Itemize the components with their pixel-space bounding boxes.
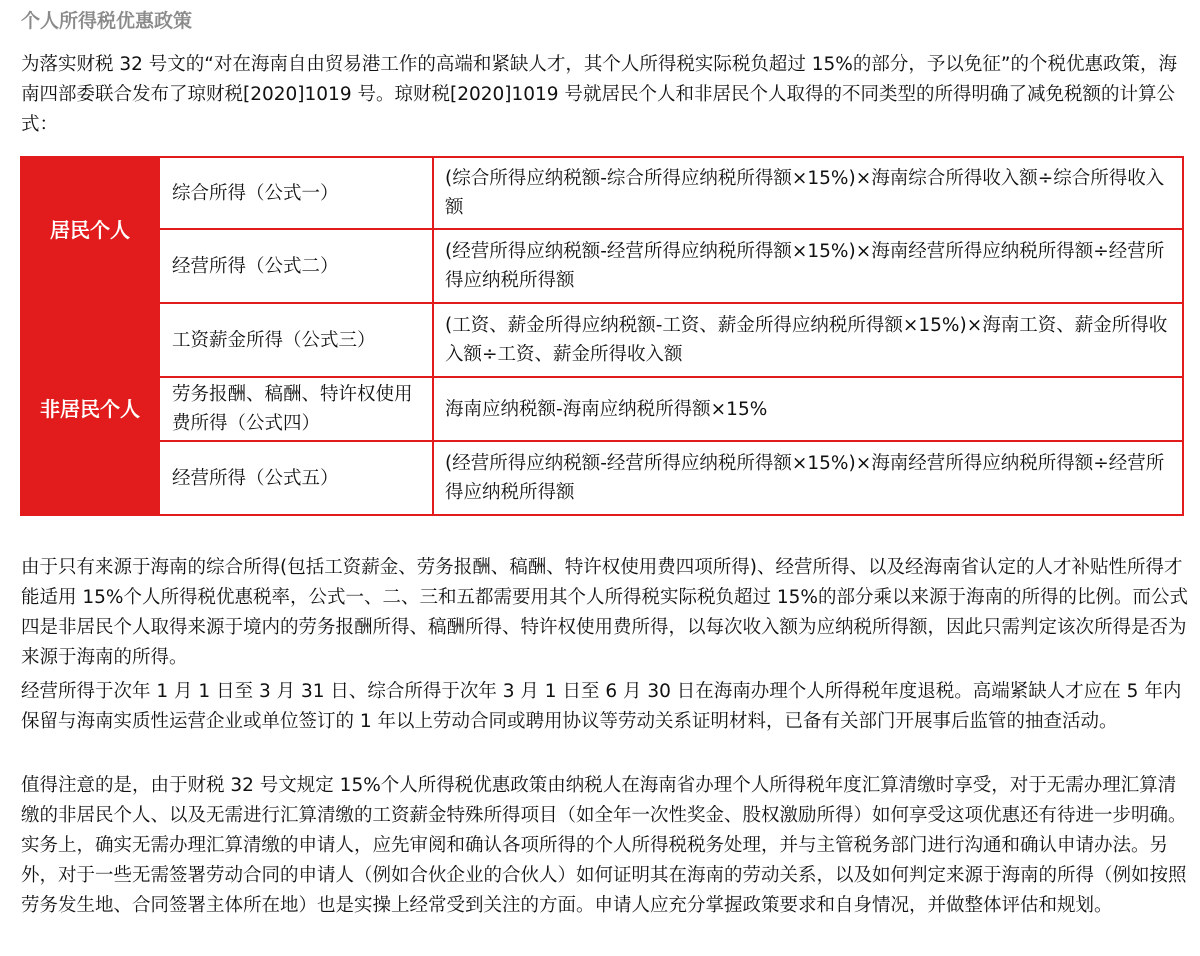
table-row	[21, 377, 1183, 441]
income-type-cell: 劳务报酬、稿酬、特许权使用费所得（公式四）	[159, 377, 433, 441]
formula-cell: (工资、薪金所得应纳税额-工资、薪金所得应纳税所得额×15%)×海南工资、薪金所得收入额÷工资、薪金所得收入额	[433, 303, 1183, 377]
body-paragraph: 值得注意的是，由于财税 32 号文规定 15%个人所得税优惠政策由纳税人在海南省办理个人所得税年度汇算清缴时享受，对于无需办理汇算清缴的非居民个人、以及无需进行汇算清缴的工资薪金特殊所得项目（如全年一次性奖金、股权激励所得）如何享受这项优惠还有待进一步明确。实务上，确实无需办理汇算清缴的申请人，应先审阅和确认各项所得的个人所得税税务处理，并与主管税务部门进行沟通和确认申请办法。另外，对于一些无需签署劳动合同的申请人（例如合伙企业的合伙人）如何证明其在海南的劳动关系，以及如何判定来源于海南的所得（例如按照劳务发生地、合同签署主体所在地）也是实操上经常受到关注的方面。申请人应充分掌握政策要求和自身情况，并做整体评估和规划。	[21, 775, 1187, 916]
section-title: 个人所得税优惠政策	[21, 10, 193, 32]
formula-cell: (经营所得应纳税额-经营所得应纳税所得额×15%)×海南经营所得应纳税所得额÷经营所得应纳税所得额	[433, 229, 1183, 303]
group-label-resident: 居民个人	[21, 157, 159, 303]
formula-cell: (综合所得应纳税额-综合所得应纳税所得额×15%)×海南综合所得收入额÷综合所得收入额	[433, 157, 1183, 229]
income-type-cell: 综合所得（公式一）	[159, 157, 433, 229]
income-type-cell: 工资薪金所得（公式三）	[159, 303, 433, 377]
table-row	[21, 157, 1183, 229]
formula-table	[20, 156, 1184, 516]
formula-cell: (经营所得应纳税额-经营所得应纳税所得额×15%)×海南经营所得应纳税所得额÷经营所得应纳税所得额	[433, 441, 1183, 515]
table-row	[21, 229, 1183, 303]
body-paragraph: 由于只有来源于海南的综合所得(包括工资薪金、劳务报酬、稿酬、特许权使用费四项所得)、经营所得、以及经海南省认定的人才补贴性所得才能适用 15%个人所得税优惠税率，公式一、二、三和五都需要用其个人所得税实际税负超过 15%的部分乘以来源于海南的所得的比例。而公式四是非居民个人取得来源于境内的劳务报酬所得、稿酬所得、特许权使用费所得，以每次收入额为应纳税所得额，因此只需判定该次所得是否为来源于海南的所得。	[21, 557, 1189, 668]
group-label-nonresident: 非居民个人	[21, 303, 159, 515]
income-type-cell: 经营所得（公式五）	[159, 441, 433, 515]
table-row	[21, 441, 1183, 515]
intro-paragraph: 为落实财税 32 号文的“对在海南自由贸易港工作的高端和紧缺人才，其个人所得税实际税负超过 15%的部分，予以免征”的个税优惠政策，海南四部委联合发布了琼财税[2020]1019 号。琼财税[2020]1019 号就居民个人和非居民个人取得的不同类型的所得明确了减免税额的计算公式：	[21, 54, 1177, 135]
income-type-cell: 经营所得（公式二）	[159, 229, 433, 303]
formula-cell: 海南应纳税额-海南应纳税所得额×15%	[433, 377, 1183, 441]
table-row	[21, 303, 1183, 377]
body-paragraph: 经营所得于次年 1 月 1 日至 3 月 31 日、综合所得于次年 3 月 1 日至 6 月 30 日在海南办理个人所得税年度退税。高端紧缺人才应在 5 年内保留与海南实质性运营企业或单位签订的 1 年以上劳动合同或聘用协议等劳动关系证明材料，已备有关部门开展事后监管的抽查活动。	[21, 681, 1182, 732]
